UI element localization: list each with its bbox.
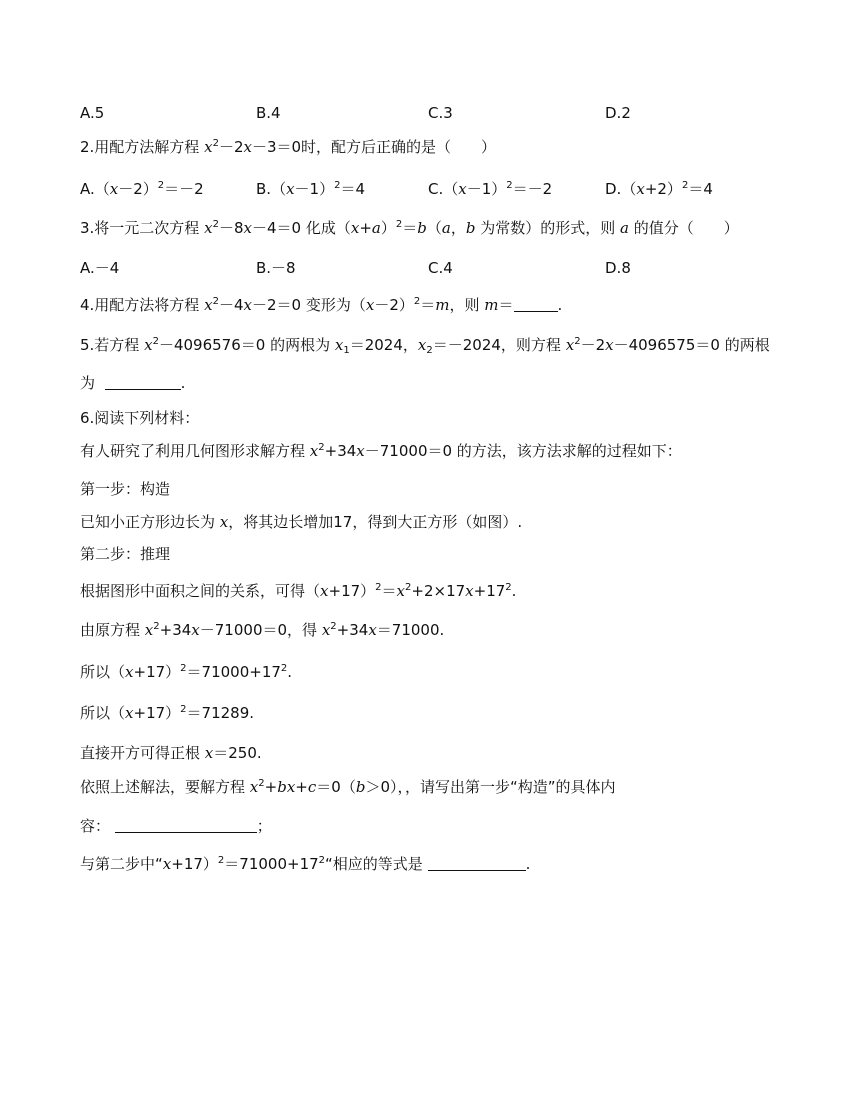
q1-option-b: B.4 bbox=[256, 104, 281, 122]
q3-option-a: A.－4 bbox=[80, 259, 120, 277]
q1-option-d: D.2 bbox=[605, 104, 631, 122]
q6-task: 依照上述解法，要解方程 $x^2+bx+c=0(b>0)$，，请写出第一步“构造”的具体内 bbox=[80, 778, 616, 796]
q3-option-c: C.4 bbox=[428, 259, 453, 277]
q1-options bbox=[80, 103, 780, 123]
q6-equation-blank[interactable] bbox=[428, 855, 526, 871]
q4-stem: 4.用配方法将方程 $x^2-4x-2=0$ 变形为$(x-2)^2=m$，则 m＝ . bbox=[80, 296, 563, 314]
q2-option-b: $B.(x-1)^2=4$ bbox=[256, 180, 366, 198]
q6-intro: 有人研究了利用几何图形求解方程 $x^2+34x-71000=0$ 的方法，该方法求解的过程如下： bbox=[80, 442, 682, 460]
q6-so-2: 所以$(x+17)^2=71289$. bbox=[80, 704, 255, 722]
q6-task-line2: 容： ； bbox=[80, 817, 272, 835]
q6-root: 直接开方可得正根 x＝250. bbox=[80, 744, 262, 762]
q6-step1: 第一步：构造 bbox=[80, 480, 171, 498]
q6-last: 与第二步中“$x+17)^2=71000+17^2“$相应的等式是 . bbox=[80, 855, 531, 873]
q4-answer-blank[interactable] bbox=[514, 296, 558, 312]
q3-stem: 3.将一元二次方程 $x^2-8x-4=0$ 化成$(x+a)^2=b(a$，b 为常数）的形式，则 a 的值分（ ） bbox=[80, 219, 739, 237]
q2-option-a: $A.(x-2)^2=-2$ bbox=[80, 180, 204, 198]
q3-option-d: D.8 bbox=[605, 259, 631, 277]
q6-construct-blank[interactable] bbox=[115, 817, 257, 833]
q2-option-d: $D.(x+2)^2=4$ bbox=[605, 180, 713, 198]
q5-stem: 5.若方程 $x^2-4096576=0$ 的两根为 $x_1=2024$，$x_2=-2024$，则方程 $x^2-2x-4096575=0$ 的两根 bbox=[80, 336, 770, 356]
q6-from-original: 由原方程 $x^2+34x-71000=0$，得 $x^2+34x=71000$. bbox=[80, 621, 445, 639]
q6-so-1: 所以$(x+17)^2=71000+17^2$. bbox=[80, 663, 293, 681]
q5-line2: 为 . bbox=[80, 374, 186, 392]
q6-relation: 根据图形中面积之间的关系，可得$(x+17)^2=x^2+2\times 17x+17^2$. bbox=[80, 582, 517, 600]
q3-options bbox=[80, 258, 780, 278]
q2-options bbox=[80, 179, 780, 199]
q5-answer-blank[interactable] bbox=[105, 374, 181, 390]
q6-step1-text: 已知小正方形边长为 x，将其边长增加17，得到大正方形（如图）. bbox=[80, 513, 523, 531]
q6-title: 6.阅读下列材料： bbox=[80, 409, 200, 427]
q1-option-a: A.5 bbox=[80, 104, 105, 122]
q1-option-c: C.3 bbox=[428, 104, 453, 122]
q2-stem: 2.用配方法解方程 $x^2-2x-3=0$时，配方后正确的是（ ） bbox=[80, 138, 497, 156]
q3-option-b: B.－8 bbox=[256, 259, 296, 277]
q6-step2: 第二步：推理 bbox=[80, 545, 171, 563]
q2-option-c: $C.(x-1)^2=-2$ bbox=[428, 180, 553, 198]
